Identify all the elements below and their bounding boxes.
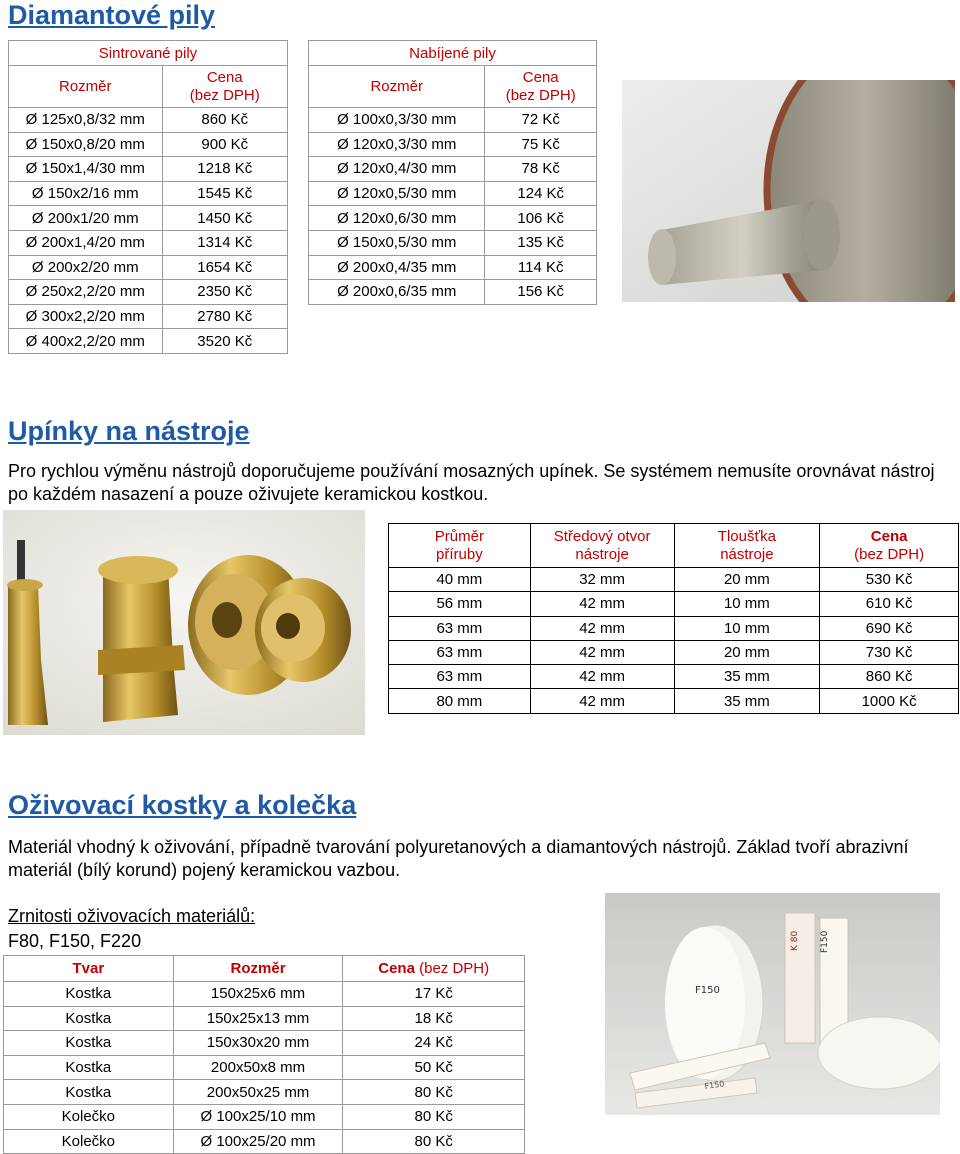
charged-cell: Ø 120x0,5/30 mm (309, 181, 485, 206)
table-row (389, 616, 959, 640)
sintered-cell: 860 Kč (162, 108, 287, 133)
photo-label-1: F150 (695, 985, 720, 996)
clamps-cell: 42 mm (530, 616, 674, 640)
sintered-cell: Ø 125x0,8/32 mm (9, 108, 163, 133)
clamps-cell: 42 mm (530, 689, 674, 713)
clamps-cell: 20 mm (674, 568, 820, 592)
clamps-cell: 80 mm (389, 689, 531, 713)
table-row (9, 132, 288, 157)
table-row (309, 255, 597, 280)
charged-cell: 72 Kč (485, 108, 597, 133)
clamps-col-header: Cena (bez DPH) (820, 524, 959, 568)
table-row (9, 329, 288, 354)
photo-label-2: F150 (820, 930, 830, 953)
table-row (309, 181, 597, 206)
table-row (389, 592, 959, 616)
clamps-cell: 56 mm (389, 592, 531, 616)
sintered-cell: 1545 Kč (162, 181, 287, 206)
sintered-cell: Ø 400x2,2/20 mm (9, 329, 163, 354)
dressing-stones-photo (605, 893, 940, 1115)
charged-cell: Ø 120x0,4/30 mm (309, 157, 485, 182)
clamps-title: Upínky na nástroje (8, 416, 250, 446)
table-row (309, 157, 597, 182)
clamps-cell: 10 mm (674, 592, 820, 616)
diamond-saw-photo (622, 80, 955, 302)
dressing-cell: Kolečko (4, 1129, 174, 1154)
dressing-cell: 150x30x20 mm (173, 1031, 343, 1056)
clamps-text: Pro rychlou výměnu nástrojů doporučujeme používání mosazných upínek. Se systémem nemusíte orovnávat nástroj po každém nasazení a pouze oživujete keramickou kostkou. (8, 461, 935, 504)
dressing-cell: Kostka (4, 1031, 174, 1056)
clamps-cell: 40 mm (389, 568, 531, 592)
dressing-cell: 50 Kč (343, 1055, 525, 1080)
clamps-cell: 63 mm (389, 640, 531, 664)
charged-cell: Ø 150x0,5/30 mm (309, 230, 485, 255)
clamps-col-header: Středový otvor nástroje (530, 524, 674, 568)
sintered-col-price: Cena (bez DPH) (162, 66, 287, 108)
sintered-cell: 3520 Kč (162, 329, 287, 354)
clamps-cell: 1000 Kč (820, 689, 959, 713)
table-row (389, 640, 959, 664)
dressing-cell: Kostka (4, 1080, 174, 1105)
sintered-cell: Ø 150x2/16 mm (9, 181, 163, 206)
table-row (4, 1104, 525, 1129)
sintered-cell: 1218 Kč (162, 157, 287, 182)
table-row (4, 1006, 525, 1031)
dressing-cell: 17 Kč (343, 982, 525, 1007)
grit-values: F80, F150, F220 (8, 931, 142, 951)
clamps-cell: 20 mm (674, 640, 820, 664)
photo-label-0: K 80 (790, 930, 800, 951)
clamps-cell: 860 Kč (820, 665, 959, 689)
clamps-cell: 610 Kč (820, 592, 959, 616)
clamps-cell: 42 mm (530, 665, 674, 689)
charged-cell: Ø 120x0,6/30 mm (309, 206, 485, 231)
dressing-cell: 200x50x25 mm (173, 1080, 343, 1105)
table-row (309, 108, 597, 133)
dressing-cell: 150x25x13 mm (173, 1006, 343, 1031)
clamps-cell: 32 mm (530, 568, 674, 592)
table-row (389, 689, 959, 713)
charged-cell: 124 Kč (485, 181, 597, 206)
sintered-cell: Ø 300x2,2/20 mm (9, 304, 163, 329)
sintered-caption: Sintrované pily (9, 41, 288, 66)
charged-cell: 78 Kč (485, 157, 597, 182)
dressing-col-shape: Tvar (4, 956, 174, 982)
table-row (9, 157, 288, 182)
diamond-title: Diamantové pily (8, 0, 216, 30)
clamps-cell: 42 mm (530, 592, 674, 616)
dressing-cell: Ø 100x25/20 mm (173, 1129, 343, 1154)
table-row (389, 665, 959, 689)
table-row (4, 1080, 525, 1105)
dressing-cell: Kostka (4, 982, 174, 1007)
charged-table (308, 40, 597, 305)
clamps-cell: 530 Kč (820, 568, 959, 592)
charged-cell: Ø 200x0,6/35 mm (309, 280, 485, 305)
sintered-cell: 2350 Kč (162, 280, 287, 305)
clamps-cell: 690 Kč (820, 616, 959, 640)
table-row (309, 132, 597, 157)
dressing-title: Oživovací kostky a kolečka (8, 790, 357, 820)
charged-cell: 135 Kč (485, 230, 597, 255)
table-row (309, 206, 597, 231)
sintered-table (8, 40, 288, 354)
dressing-col-price: Cena (bez DPH) (343, 956, 525, 982)
charged-cell: Ø 100x0,3/30 mm (309, 108, 485, 133)
charged-cell: 156 Kč (485, 280, 597, 305)
clamps-col-header: Průměr příruby (389, 524, 531, 568)
brass-clamps-photo (3, 510, 365, 735)
sintered-cell: 900 Kč (162, 132, 287, 157)
sintered-cell: Ø 250x2,2/20 mm (9, 280, 163, 305)
dressing-cell: 150x25x6 mm (173, 982, 343, 1007)
dressing-cell: Kolečko (4, 1104, 174, 1129)
grit-label: Zrnitosti oživovacích materiálů: (8, 906, 256, 926)
sintered-cell: Ø 150x1,4/30 mm (9, 157, 163, 182)
sintered-cell: Ø 150x0,8/20 mm (9, 132, 163, 157)
table-row (309, 230, 597, 255)
dressing-cell: Kostka (4, 1006, 174, 1031)
charged-cell: 114 Kč (485, 255, 597, 280)
sintered-cell: Ø 200x2/20 mm (9, 255, 163, 280)
charged-caption: Nabíjené pily (309, 41, 597, 66)
charged-col-price: Cena (bez DPH) (485, 66, 597, 108)
clamps-cell: 63 mm (389, 665, 531, 689)
table-row (309, 280, 597, 305)
dressing-text: Materiál vhodný k oživování, případně tvarování polyuretanových a diamantových nástrojů. Základ tvoří abrazivní materiál (bílý korund) pojený keramickou vazbou. (8, 837, 909, 880)
sintered-cell: 1450 Kč (162, 206, 287, 231)
dressing-cell: 80 Kč (343, 1129, 525, 1154)
sintered-cell: Ø 200x1/20 mm (9, 206, 163, 231)
sintered-cell: Ø 200x1,4/20 mm (9, 230, 163, 255)
dressing-cell: 80 Kč (343, 1104, 525, 1129)
dressing-cell: Ø 100x25/10 mm (173, 1104, 343, 1129)
table-row (9, 280, 288, 305)
dressing-cell: 200x50x8 mm (173, 1055, 343, 1080)
table-row (4, 1031, 525, 1056)
table-row (9, 206, 288, 231)
sintered-cell: 1654 Kč (162, 255, 287, 280)
dressing-table (3, 955, 525, 1154)
clamps-col-header: Tloušťka nástroje (674, 524, 820, 568)
table-row (4, 1129, 525, 1154)
sintered-col-size: Rozměr (9, 66, 163, 108)
dressing-cell: 18 Kč (343, 1006, 525, 1031)
table-row (9, 255, 288, 280)
table-row (4, 1055, 525, 1080)
dressing-cell: 24 Kč (343, 1031, 525, 1056)
charged-cell: Ø 120x0,3/30 mm (309, 132, 485, 157)
photo-label-3: F150 (704, 1079, 725, 1091)
clamps-cell: 35 mm (674, 689, 820, 713)
charged-cell: 106 Kč (485, 206, 597, 231)
clamps-cell: 10 mm (674, 616, 820, 640)
clamps-cell: 42 mm (530, 640, 674, 664)
table-row (389, 568, 959, 592)
charged-col-size: Rozměr (309, 66, 485, 108)
table-row (9, 181, 288, 206)
sintered-cell: 2780 Kč (162, 304, 287, 329)
clamps-table (388, 523, 959, 714)
charged-cell: Ø 200x0,4/35 mm (309, 255, 485, 280)
dressing-cell: Kostka (4, 1055, 174, 1080)
table-row (9, 230, 288, 255)
table-row (9, 304, 288, 329)
clamps-cell: 35 mm (674, 665, 820, 689)
dressing-col-size: Rozměr (173, 956, 343, 982)
clamps-cell: 730 Kč (820, 640, 959, 664)
table-row (9, 108, 288, 133)
table-row (4, 982, 525, 1007)
charged-cell: 75 Kč (485, 132, 597, 157)
sintered-cell: 1314 Kč (162, 230, 287, 255)
clamps-cell: 63 mm (389, 616, 531, 640)
dressing-cell: 80 Kč (343, 1080, 525, 1105)
